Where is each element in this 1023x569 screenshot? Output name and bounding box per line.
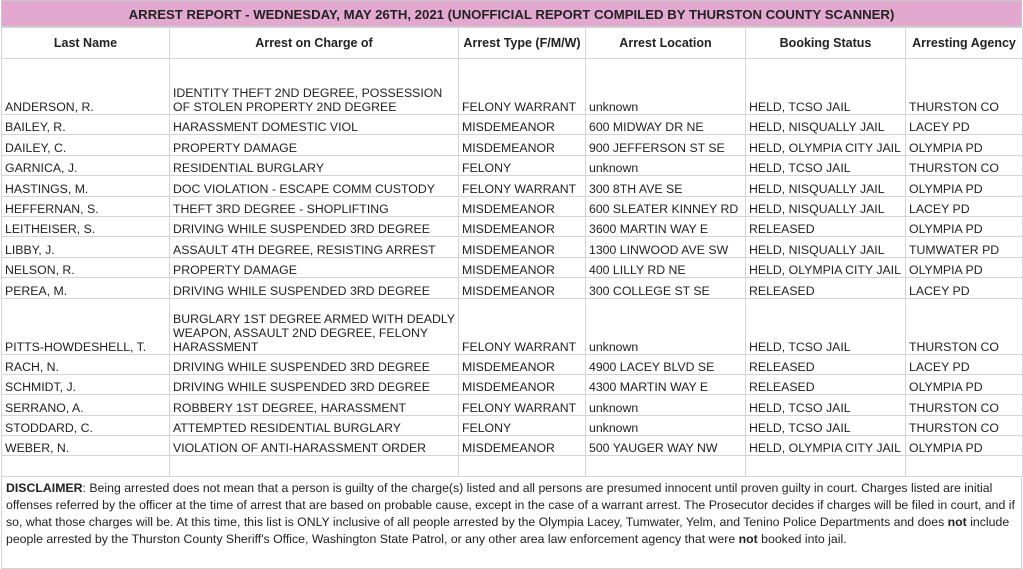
cell-booking-status: RELEASED bbox=[746, 278, 906, 298]
cell-agency: LACEY PD bbox=[906, 354, 1023, 374]
cell-arrest-type: MISDEMEANOR bbox=[459, 216, 586, 236]
arrest-report-sheet bbox=[1, 0, 1022, 569]
cell-charge: DRIVING WHILE SUSPENDED 3RD DEGREE bbox=[170, 278, 459, 298]
cell-agency: LACEY PD bbox=[906, 115, 1023, 135]
disclaimer-label: DISCLAIMER bbox=[6, 480, 83, 495]
disclaimer-text-1: : Being arrested does not mean that a person is guilty of the charge(s) listed and all persons are presumed innocent until proven guilty in court. Charges listed are initial offenses referred by the officer at the time of arrest that are based on probable cause, except in the case of a warrant arrest. The Prosecutor decides if charges will be filed in court, and if so, what those charges will be. At this time, this list is ONLY inclusive of all people arrested by the Olympia Lacey, Tumwater, Yelm, and Tenino Police Departments and does bbox=[6, 480, 1015, 529]
cell-location: unknown bbox=[586, 155, 746, 175]
cell-last-name: SERRANO, A. bbox=[2, 395, 170, 415]
cell-arrest-type: MISDEMEANOR bbox=[459, 354, 586, 374]
table-row bbox=[2, 155, 1023, 175]
cell-arrest-type: MISDEMEANOR bbox=[459, 278, 586, 298]
cell-arrest-type: FELONY WARRANT bbox=[459, 395, 586, 415]
disclaimer-text-2: include people arrested by the Thurston County Sheriff's Office, Washington State Patrol, or any other area law enforcement agency that were bbox=[6, 514, 1010, 546]
cell-agency: THURSTON CO bbox=[906, 298, 1023, 354]
blank-cell bbox=[906, 456, 1023, 476]
cell-charge: ATTEMPTED RESIDENTIAL BURGLARY bbox=[170, 415, 459, 435]
cell-booking-status: HELD, NISQUALLY JAIL bbox=[746, 196, 906, 216]
cell-arrest-type: MISDEMEANOR bbox=[459, 115, 586, 135]
cell-charge: DRIVING WHILE SUSPENDED 3RD DEGREE bbox=[170, 354, 459, 374]
cell-last-name: HEFFERNAN, S. bbox=[2, 196, 170, 216]
cell-arrest-type: FELONY WARRANT bbox=[459, 176, 586, 196]
cell-agency: OLYMPIA PD bbox=[906, 374, 1023, 394]
table-row bbox=[2, 59, 1023, 115]
blank-cell bbox=[746, 456, 906, 476]
table-row bbox=[2, 374, 1023, 394]
cell-arrest-type: MISDEMEANOR bbox=[459, 374, 586, 394]
cell-last-name: DAILEY, C. bbox=[2, 135, 170, 155]
cell-charge: RESIDENTIAL BURGLARY bbox=[170, 155, 459, 175]
cell-booking-status: HELD, NISQUALLY JAIL bbox=[746, 115, 906, 135]
cell-location: unknown bbox=[586, 298, 746, 354]
blank-row bbox=[2, 456, 1023, 476]
table-row bbox=[2, 395, 1023, 415]
column-header-last-name: Last Name bbox=[2, 28, 170, 59]
report-title: ARREST REPORT - WEDNESDAY, MAY 26TH, 2021 (UNOFFICIAL REPORT COMPILED BY THURSTON COUNTY SCANNER) bbox=[1, 0, 1022, 27]
cell-booking-status: HELD, TCSO JAIL bbox=[746, 155, 906, 175]
cell-agency: THURSTON CO bbox=[906, 415, 1023, 435]
cell-arrest-type: MISDEMEANOR bbox=[459, 196, 586, 216]
cell-last-name: RACH, N. bbox=[2, 354, 170, 374]
cell-last-name: HASTINGS, M. bbox=[2, 176, 170, 196]
cell-arrest-type: MISDEMEANOR bbox=[459, 436, 586, 456]
blank-cell bbox=[459, 456, 586, 476]
cell-arrest-type: MISDEMEANOR bbox=[459, 237, 586, 257]
table-row bbox=[2, 237, 1023, 257]
cell-last-name: GARNICA, J. bbox=[2, 155, 170, 175]
column-header-charge: Arrest on Charge of bbox=[170, 28, 459, 59]
cell-booking-status: HELD, NISQUALLY JAIL bbox=[746, 237, 906, 257]
cell-last-name: STODDARD, C. bbox=[2, 415, 170, 435]
cell-agency: OLYMPIA PD bbox=[906, 436, 1023, 456]
cell-last-name: LEITHEISER, S. bbox=[2, 216, 170, 236]
blank-cell bbox=[586, 456, 746, 476]
cell-location: 1300 LINWOOD AVE SW bbox=[586, 237, 746, 257]
table-row bbox=[2, 196, 1023, 216]
cell-arrest-type: MISDEMEANOR bbox=[459, 257, 586, 277]
blank-cell bbox=[2, 456, 170, 476]
cell-booking-status: HELD, TCSO JAIL bbox=[746, 298, 906, 354]
cell-charge: PROPERTY DAMAGE bbox=[170, 257, 459, 277]
cell-agency: LACEY PD bbox=[906, 278, 1023, 298]
column-header-booking-status: Booking Status bbox=[746, 28, 906, 59]
table-row bbox=[2, 216, 1023, 236]
cell-last-name: WEBER, N. bbox=[2, 436, 170, 456]
column-header-location: Arrest Location bbox=[586, 28, 746, 59]
cell-booking-status: RELEASED bbox=[746, 216, 906, 236]
cell-location: 400 LILLY RD NE bbox=[586, 257, 746, 277]
table-header-row bbox=[2, 28, 1023, 59]
cell-arrest-type: FELONY WARRANT bbox=[459, 298, 586, 354]
cell-location: unknown bbox=[586, 415, 746, 435]
cell-location: unknown bbox=[586, 59, 746, 115]
disclaimer bbox=[1, 477, 1022, 569]
disclaimer-emphasis-not-2: not bbox=[738, 531, 758, 546]
cell-last-name: SCHMIDT, J. bbox=[2, 374, 170, 394]
cell-agency: LACEY PD bbox=[906, 196, 1023, 216]
cell-location: 4300 MARTIN WAY E bbox=[586, 374, 746, 394]
cell-arrest-type: FELONY bbox=[459, 155, 586, 175]
cell-booking-status: HELD, OLYMPIA CITY JAIL bbox=[746, 135, 906, 155]
cell-booking-status: HELD, TCSO JAIL bbox=[746, 395, 906, 415]
cell-agency: OLYMPIA PD bbox=[906, 257, 1023, 277]
table-row bbox=[2, 415, 1023, 435]
cell-agency: THURSTON CO bbox=[906, 155, 1023, 175]
cell-location: 900 JEFFERSON ST SE bbox=[586, 135, 746, 155]
cell-charge: DRIVING WHILE SUSPENDED 3RD DEGREE bbox=[170, 374, 459, 394]
cell-arrest-type: FELONY bbox=[459, 415, 586, 435]
cell-location: 500 YAUGER WAY NW bbox=[586, 436, 746, 456]
table-row bbox=[2, 257, 1023, 277]
column-header-agency: Arresting Agency bbox=[906, 28, 1023, 59]
cell-charge: VIOLATION OF ANTI-HARASSMENT ORDER bbox=[170, 436, 459, 456]
table-row bbox=[2, 436, 1023, 456]
cell-charge: THEFT 3RD DEGREE - SHOPLIFTING bbox=[170, 196, 459, 216]
cell-agency: OLYMPIA PD bbox=[906, 216, 1023, 236]
column-header-arrest-type: Arrest Type (F/M/W) bbox=[459, 28, 586, 59]
cell-agency: OLYMPIA PD bbox=[906, 176, 1023, 196]
cell-booking-status: HELD, OLYMPIA CITY JAIL bbox=[746, 257, 906, 277]
cell-charge: PROPERTY DAMAGE bbox=[170, 135, 459, 155]
table-row bbox=[2, 354, 1023, 374]
arrest-table bbox=[1, 27, 1023, 477]
disclaimer-text-3: booked into jail. bbox=[757, 531, 847, 546]
disclaimer-emphasis-not-1: not bbox=[947, 514, 967, 529]
cell-location: 600 MIDWAY DR NE bbox=[586, 115, 746, 135]
blank-cell bbox=[170, 456, 459, 476]
cell-booking-status: RELEASED bbox=[746, 374, 906, 394]
table-body bbox=[2, 59, 1023, 456]
cell-agency: OLYMPIA PD bbox=[906, 135, 1023, 155]
cell-agency: THURSTON CO bbox=[906, 59, 1023, 115]
cell-agency: THURSTON CO bbox=[906, 395, 1023, 415]
cell-last-name: PITTS-HOWDESHELL, T. bbox=[2, 298, 170, 354]
table-row bbox=[2, 135, 1023, 155]
table-row bbox=[2, 115, 1023, 135]
cell-location: 300 8TH AVE SE bbox=[586, 176, 746, 196]
cell-charge: ROBBERY 1ST DEGREE, HARASSMENT bbox=[170, 395, 459, 415]
cell-booking-status: HELD, OLYMPIA CITY JAIL bbox=[746, 436, 906, 456]
cell-charge: BURGLARY 1ST DEGREE ARMED WITH DEADLY WEAPON, ASSAULT 2ND DEGREE, FELONY HARASSMENT bbox=[170, 298, 459, 354]
cell-last-name: ANDERSON, R. bbox=[2, 59, 170, 115]
cell-last-name: BAILEY, R. bbox=[2, 115, 170, 135]
cell-booking-status: RELEASED bbox=[746, 354, 906, 374]
cell-last-name: NELSON, R. bbox=[2, 257, 170, 277]
cell-arrest-type: MISDEMEANOR bbox=[459, 135, 586, 155]
cell-charge: HARASSMENT DOMESTIC VIOL bbox=[170, 115, 459, 135]
cell-charge: DRIVING WHILE SUSPENDED 3RD DEGREE bbox=[170, 216, 459, 236]
cell-last-name: PEREA, M. bbox=[2, 278, 170, 298]
cell-booking-status: HELD, TCSO JAIL bbox=[746, 415, 906, 435]
cell-booking-status: HELD, NISQUALLY JAIL bbox=[746, 176, 906, 196]
cell-location: unknown bbox=[586, 395, 746, 415]
cell-arrest-type: FELONY WARRANT bbox=[459, 59, 586, 115]
cell-location: 4900 LACEY BLVD SE bbox=[586, 354, 746, 374]
table-row bbox=[2, 176, 1023, 196]
table-row bbox=[2, 298, 1023, 354]
cell-charge: IDENTITY THEFT 2ND DEGREE, POSSESSION OF STOLEN PROPERTY 2ND DEGREE bbox=[170, 59, 459, 115]
cell-charge: ASSAULT 4TH DEGREE, RESISTING ARREST bbox=[170, 237, 459, 257]
cell-agency: TUMWATER PD bbox=[906, 237, 1023, 257]
cell-location: 3600 MARTIN WAY E bbox=[586, 216, 746, 236]
cell-last-name: LIBBY, J. bbox=[2, 237, 170, 257]
table-row bbox=[2, 278, 1023, 298]
cell-location: 300 COLLEGE ST SE bbox=[586, 278, 746, 298]
cell-location: 600 SLEATER KINNEY RD bbox=[586, 196, 746, 216]
cell-booking-status: HELD, TCSO JAIL bbox=[746, 59, 906, 115]
cell-charge: DOC VIOLATION - ESCAPE COMM CUSTODY bbox=[170, 176, 459, 196]
